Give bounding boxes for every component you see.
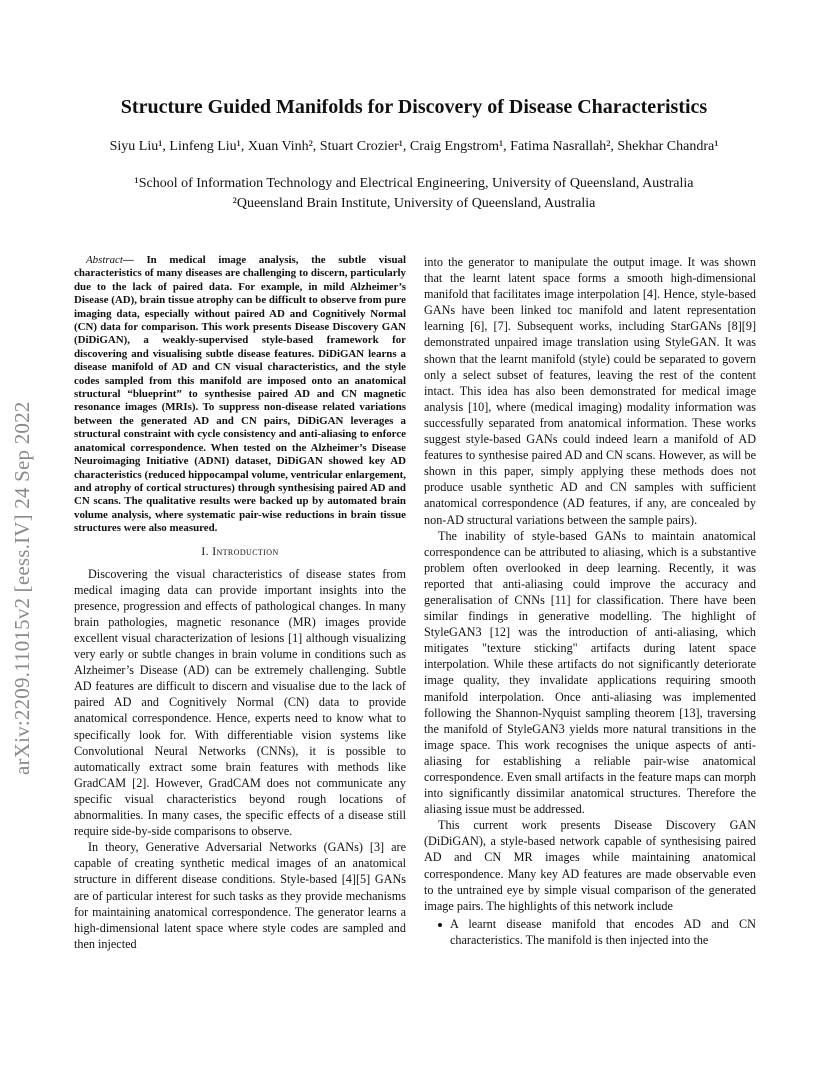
paper-header xyxy=(72,94,756,214)
abstract-label: Abstract xyxy=(86,254,123,266)
author-list: Siyu Liu¹, Linfeng Liu¹, Xuan Vinh², Stuart Crozier¹, Craig Engstrom¹, Fatima Nasrallah², Shekhar Chandra¹ xyxy=(109,139,719,154)
highlights-list xyxy=(424,916,756,948)
abstract-text: — In medical image analysis, the subtle visual characteristics of many diseases are challenging to discern, particularly due to the lack of paired data. For example, in mild Alzheimer’s Disease (AD), brain tissue atrophy can be difficult to observe from pure imaging data, especially without paired AD and Cognitively Normal (CN) data for comparison. This work presents Disease Discovery GAN (DiDiGAN), a weakly-supervised style-based framework for discovering and visualising subtle disease features. DiDiGAN learns a disease manifold of AD and CN visual characteristics, and the style codes sampled from this manifold are imposed onto an anatomical structural “blueprint” to synthesise paired AD and CN magnetic resonance images (MRIs). To suppress non-disease related variations between the generated AD and CN pairs, DiDiGAN leverages a structural constraint with cycle consistency and anti-aliasing to enforce anatomical correspondence. When tested on the Alzheimer’s Disease Neuroimaging Initiative (ADNI) dataset, DiDiGAN showed key AD characteristics (reduced hippocampal volume, ventricular enlargement, and atrophy of cortical structures) through synthesising paired AD and CN scans. The qualitative results were backed up by automated brain volume analysis, where systematic pair-wise reductions in brain tissue structures were also measured. xyxy=(74,254,407,535)
intro-paragraph-4: The inability of style-based GANs to maintain anatomical correspondence can be attributed to aliasing, which is a substantive problem often overlooked in deep learning. Recently, it was reported that anti-aliasing could improve the accuracy and generalisation of CNNs [11] for classification. There have been similar findings in generative modelling. The highlight of StyleGAN3 [12] was the introduction of anti-aliasing, which mitigates "texture sticking" artifacts during latent space interpolation. While these artifacts do not significantly deteriorate image quality, they invalidate applications requiring smooth manifold interpolation. Once anti-aliasing was implemented following the Shannon-Nyquist sampling theorem [13], traversing the manifold of StyleGAN3 yields more natural transitions in the image space. This work recognises the unique aspects of anti-aliasing for establishing a reliable pair-wise anatomical correspondence. Even small artifacts in the feature maps can morph into significantly dissimilar anatomical structures. Therefore the aliasing issue must be addressed. xyxy=(424,528,756,817)
abstract xyxy=(74,254,406,536)
highlight-text: A learnt disease manifold that encodes AD and CN characteristics. The manifold is then injected into the xyxy=(450,916,756,947)
intro-paragraph-5: This current work presents Disease Discovery GAN (DiDiGAN), a style-based network capable of synthesising paired AD and CN MR images while maintaining anatomical correspondence. Many key AD features are made observable even to the untrained eye by simple visual comparison of the generated image pairs. The highlights of this network include xyxy=(424,818,756,913)
paper-title: Structure Guided Manifolds for Discovery of Disease Characteristics xyxy=(120,96,708,118)
affiliation-2: ²Queensland Brain Institute, University of Queensland, Australia xyxy=(232,196,596,211)
arxiv-watermark: arXiv:2209.11015v2 [eess.IV] 24 Sep 2022 xyxy=(10,401,34,775)
bullet-icon xyxy=(438,923,442,927)
section-heading-introduction: I. Introduction xyxy=(201,544,279,558)
intro-paragraph-3: into the generator to manipulate the output image. It was shown that the learnt latent space forms a smooth high-dimensional manifold that facilitates image interpolation [4]. Hence, style-based GANs have been linked toc manifold and latent representation learning [6], [7]. Subsequent works, including StarGANs [8][9] demonstrated unpaired image translation using StyleGAN. It was shown that the learnt manifold (style) could be separated to govern only a select subset of features, leaving the rest of the content intact. This idea has also been demonstrated for medical image analysis [10], where (medical imaging) modality information was successfully separated from anatomical information. These works suggest style-based GANs could indeed learn a manifold of AD features to synthesise paired AD and CN scans. However, as will be shown in this paper, simply applying these methods does not produce usable synthetic AD and CN samples with sufficient anatomical correspondence (AD features, if any, are concealed by non-AD structural variations between the sample pairs). xyxy=(424,255,756,527)
highlight-item xyxy=(424,916,756,948)
right-column xyxy=(424,254,756,948)
affiliations xyxy=(72,174,756,214)
intro-paragraph-2: In theory, Generative Adversarial Networks (GANs) [3] are capable of creating synthetic medical images of an anatomical structure in different disease conditions. Style-based [4][5] GANs are of particular interest for such tasks as they provide mechanisms for maintaining anatomical correspondence. The generator learns a high-dimensional latent space where style codes are sampled and then injected xyxy=(74,840,406,951)
intro-paragraph-1: Discovering the visual characteristics of disease states from medical imaging data can provide important insights into the presence, progression and effects of pathological changes. In many brain pathologies, magnetic resonance (MR) images provide excellent visual characterization of lesions [1] although visualizing very early or subtle changes in brain volume in conditions such as Alzheimer’s Disease (AD) can be extremely challenging. Subtle AD features are difficult to discern and visualise due to the lack of paired AD and Cognitively Normal (CN) data to provide anatomical correspondence. Hence, experts need to know what to specifically look for. With differentiable vision systems like Convolutional Neural Networks (CNNs), it is possible to automatically extract some brain features with methods like GradCAM [2]. However, GradCAM does not communicate any specific visual characteristics beyond rough locations of abnormalities. In many cases, the specific effects of a disease still require side-by-side comparisons to observe. xyxy=(74,566,406,839)
left-column xyxy=(74,254,406,952)
affiliation-1: ¹School of Information Technology and Electrical Engineering, University of Queensland, Australia xyxy=(134,176,694,191)
